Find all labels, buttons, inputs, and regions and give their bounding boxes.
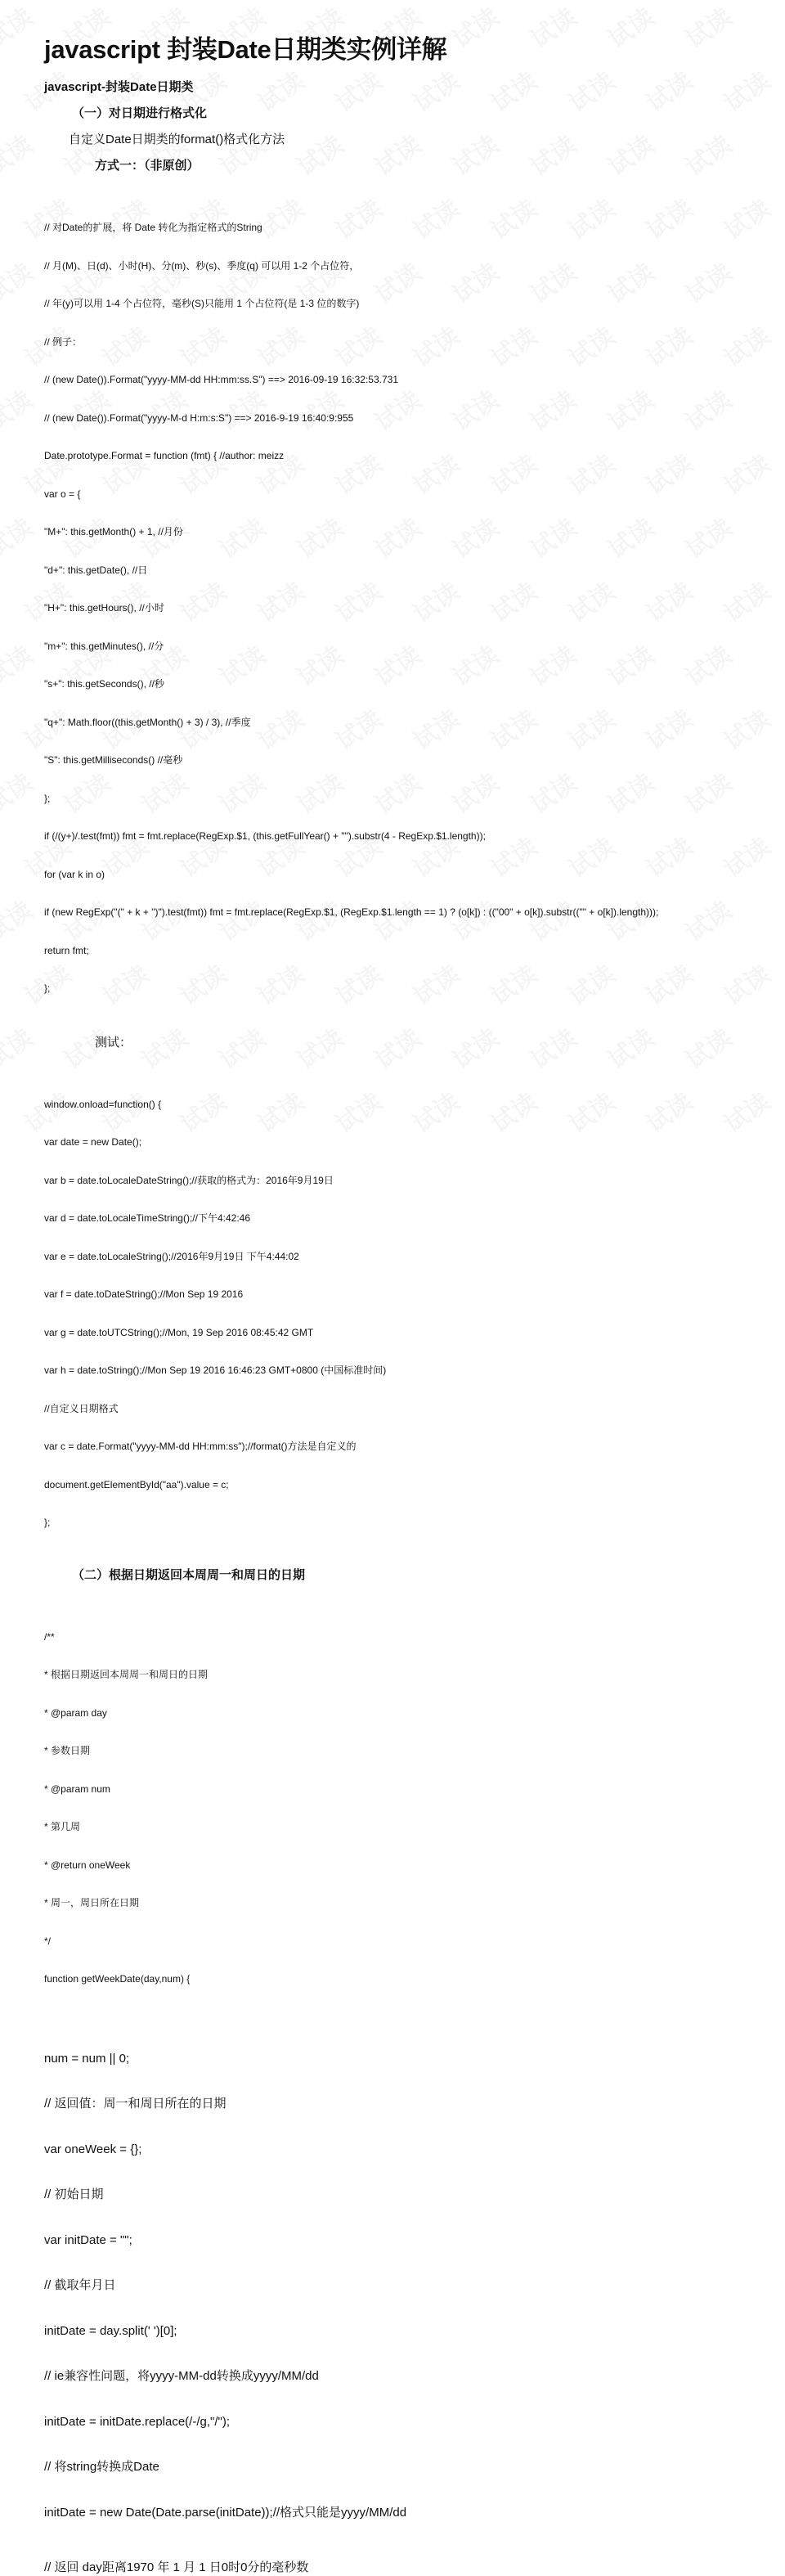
code-line: // 例子： [44, 335, 83, 348]
code-line: var b = date.toLocaleDateString();//获取的格式为：2016年9月19日 [44, 1174, 334, 1186]
code-line: for (var k in o) [44, 868, 105, 880]
code-line: //自定义日期格式 [44, 1402, 119, 1414]
code-line: // 月(M)、日(d)、小时(H)、分(m)、秒(s)、季度(q) 可以用 1-2 个占位符， [44, 259, 360, 272]
code-line: var initDate = ""; [44, 2232, 132, 2247]
code-line: }; [44, 982, 51, 994]
watermark-text [0, 763, 38, 820]
code-line-last: // 返回 day距离1970 年 1 月 1 日0时0分的毫秒数 [44, 2560, 309, 2574]
code-line: window.onload=function() { [44, 1098, 162, 1110]
watermark-text [0, 0, 38, 55]
code-line: initDate = day.split(' ')[0]; [44, 2323, 177, 2338]
code-line: */ [44, 1935, 52, 1947]
watermark-text [0, 125, 38, 182]
method-heading: 方式一：（非原创） [95, 159, 200, 173]
code-line: * 参数日期 [44, 1745, 91, 1756]
code-line: "S": this.getMilliseconds() //毫秒 [44, 754, 183, 766]
code-line: function getWeekDate(day,num) { [44, 1973, 191, 1985]
code-line: // 将string转换成Date [44, 2460, 159, 2474]
page-subtitle: javascript-封装Date日期类 [44, 80, 194, 94]
watermark-text [0, 1018, 38, 1076]
watermark-text [0, 380, 38, 438]
code-line: * @param day [44, 1706, 107, 1719]
code-line: /** [44, 1630, 55, 1643]
code-line: "m+": this.getMinutes(), //分 [44, 640, 164, 652]
code-line: var f = date.toDateString();//Mon Sep 19 2016 [44, 1288, 244, 1300]
code-line: * @return oneWeek [44, 1859, 131, 1871]
watermark-text [0, 891, 38, 948]
code-line: }; [44, 1517, 51, 1528]
code-line: var date = new Date(); [44, 1136, 142, 1148]
code-line: // 初始日期 [44, 2187, 104, 2201]
code-line: Date.prototype.Format = function (fmt) { //author: meizz [44, 450, 285, 461]
week-code-block [44, 1606, 764, 2012]
code-line: num = num || 0; [44, 2051, 130, 2066]
code-line: // ie兼容性问题，将yyyy-MM-dd转换成yyyy/MM/dd [44, 2369, 319, 2383]
code-line: var o = { [44, 488, 81, 500]
code-line: initDate = initDate.replace(/-/g,"/"); [44, 2414, 230, 2429]
code-line: return fmt; [44, 944, 89, 956]
section1-heading: （一）对日期进行格式化 [72, 106, 208, 120]
code-line: var oneWeek = {}; [44, 2142, 142, 2156]
page-title: javascript 封装Date日期类实例详解 [44, 35, 447, 64]
code-line: initDate = new Date(Date.parse(initDate));//格式只能是yyyy/MM/dd [44, 2505, 407, 2520]
code-line: var h = date.toString();//Mon Sep 19 2016 16:46:23 GMT+0800 (中国标准时间) [44, 1364, 387, 1376]
document-content [44, 33, 764, 2576]
code-line: document.getElementById("aa").value = c; [44, 1478, 229, 1490]
code-line: // 返回值：周一和周日所在的日期 [44, 2097, 227, 2111]
code-line: "q+": Math.floor((this.getMonth() + 3) / 3), //季度 [44, 716, 251, 728]
code-line: // 对Date的扩展，将 Date 转化为指定格式的String [44, 222, 262, 233]
code-line: "M+": this.getMonth() + 1, //月份 [44, 526, 183, 537]
code-line: if (/(y+)/.test(fmt)) fmt = fmt.replace(RegExp.$1, (this.getFullYear() + "").substr(4 - RegExp.$1.length)); [44, 830, 486, 842]
format-code-block [44, 196, 764, 1021]
code-line: if (new RegExp("(" + k + ")").test(fmt)) fmt = fmt.replace(RegExp.$1, (RegExp.$1.length == 1) ? (o[k]) : (("00" + o[k]).substr(("" + o[k]).length))); [44, 906, 659, 918]
code-line: var d = date.toLocaleTimeString();//下午4:42:46 [44, 1212, 251, 1224]
code-line: * 周一，周日所在日期 [44, 1897, 140, 1908]
code-line: var g = date.toUTCString();//Mon, 19 Sep 2016 08:45:42 GMT [44, 1326, 314, 1338]
code-line: // 截取年月日 [44, 2278, 116, 2292]
code-line: }; [44, 792, 51, 804]
code-line: "s+": this.getSeconds(), //秒 [44, 678, 164, 690]
section2-heading: （二）根据日期返回本周周一和周日的日期 [72, 1567, 306, 1582]
code-line: * @param num [44, 1783, 110, 1795]
code-line: "H+": this.getHours(), //小时 [44, 602, 164, 614]
code-line: "d+": this.getDate(), //日 [44, 564, 148, 576]
section1-intro: 自定义Date日期类的format()格式化方法 [69, 133, 285, 146]
code-line: * 根据日期返回本周周一和周日的日期 [44, 1669, 209, 1680]
week-code-large-block [44, 2021, 764, 2551]
watermark-text [0, 636, 38, 693]
test-code-block [44, 1073, 764, 1555]
watermark-text [0, 253, 38, 310]
test-label: 测试： [95, 1035, 132, 1050]
code-line: // (new Date()).Format("yyyy-MM-dd HH:mm:ss.S") ==> 2016-09-19 16:32:53.731 [44, 374, 399, 385]
code-line: var c = date.Format("yyyy-MM-dd HH:mm:ss");//format()方法是自定义的 [44, 1441, 357, 1452]
code-line: * 第几周 [44, 1821, 81, 1832]
watermark-text [0, 508, 38, 565]
code-line: var e = date.toLocaleString();//2016年9月19日 下午4:44:02 [44, 1250, 299, 1262]
code-line: // (new Date()).Format("yyyy-M-d H:m:s:S") ==> 2016-9-19 16:40:9:955 [44, 411, 354, 424]
code-line: // 年(y)可以用 1-4 个占位符，毫秒(S)只能用 1 个占位符(是 1-3 位的数字) [44, 298, 360, 309]
